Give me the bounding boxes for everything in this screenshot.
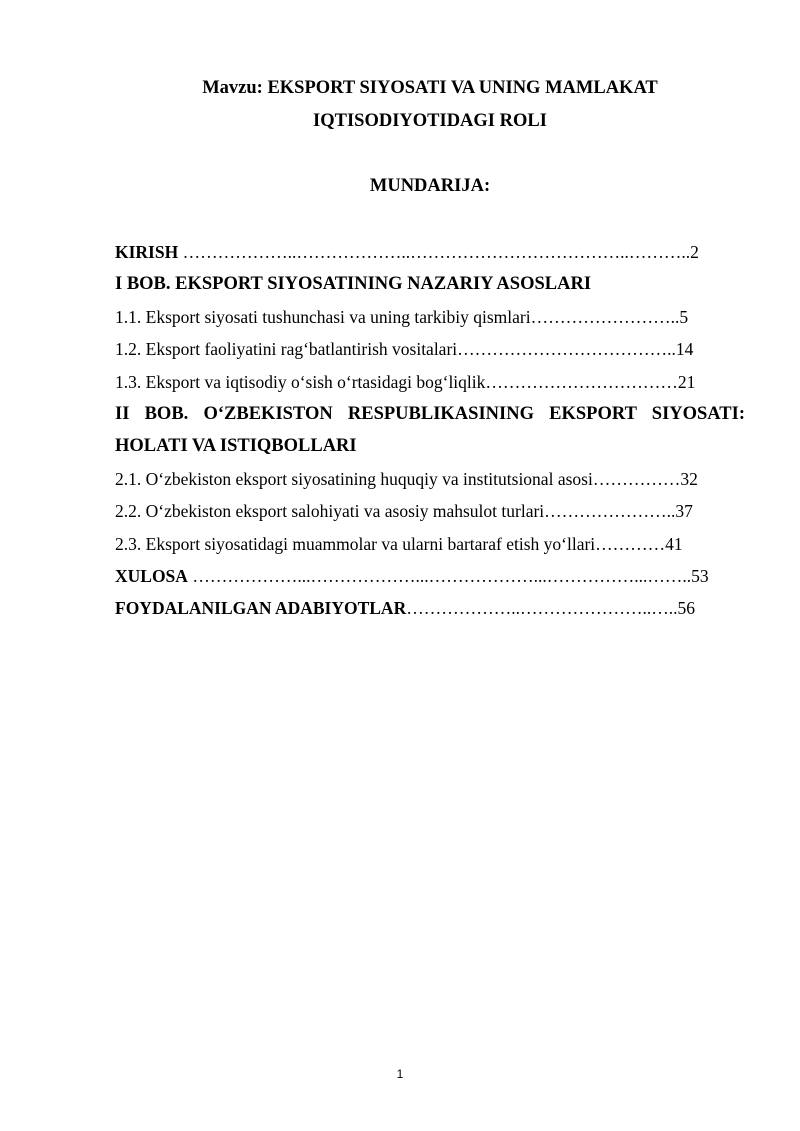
table-of-contents — [115, 236, 745, 625]
toc-entry-label: 1.3. Eksport va iqtisodiy o‘sish o‘rtasidagi bog‘liqlik — [115, 371, 486, 392]
toc-entry-dots: …………… — [592, 468, 681, 489]
toc-entry-dots: ………………...………………...………………...……………...…… — [187, 565, 683, 586]
toc-entry-page: ..56 — [668, 598, 695, 619]
toc-entry-label: KIRISH — [115, 242, 179, 262]
toc-entry-dots: ………… — [595, 533, 666, 554]
toc-entry-page: 21 — [677, 371, 696, 392]
toc-entry-page: 41 — [665, 533, 683, 554]
toc-entry-page: .2 — [685, 242, 699, 262]
document-title-line-2: IQTISODIYOTIDAGI ROLI — [313, 111, 547, 131]
toc-entry-page: 14 — [675, 339, 694, 360]
toc-entry-label: FOYDALANILGAN ADABIYOTLAR — [115, 598, 407, 619]
toc-entry-dots: …………………………… — [485, 371, 678, 392]
toc-entry-label: 1.2. Eksport faoliyatini rag‘batlantirish vositalari — [115, 339, 458, 360]
document-title-line-1: Mavzu: EKSPORT SIYOSATI VA UNING MAMLAKAT — [202, 78, 658, 98]
toc-entry-page: 37 — [675, 501, 693, 522]
toc-chapter-1: I BOB. EKSPORT SIYOSATINING NAZARIY ASOSLARI — [115, 274, 592, 295]
toc-entry-dots: …………………….. — [530, 306, 680, 327]
toc-entry-label: 1.1. Eksport siyosati tushunchasi va uning tarkibiy qismlari — [115, 306, 531, 327]
toc-entry-label: 2.2. O‘zbekiston eksport salohiyati va asosiy mahsulot turlari — [115, 501, 545, 522]
toc-chapter-2-line-2: HOLATI VA ISTIQBOLLARI — [115, 436, 357, 457]
contents-heading: MUNDARIJA: — [369, 176, 491, 196]
toc-chapter-2-line-1: II BOB. O‘ZBEKISTON RESPUBLIKASINING EKSPORT SIYOSATI: — [115, 403, 745, 424]
toc-entry-2-3 — [115, 528, 745, 560]
toc-entry-page: 5 — [679, 306, 689, 327]
toc-entry-dots: ………………..…………………..… — [406, 598, 669, 619]
toc-entry-label: 2.3. Eksport siyosatidagi muammolar va ularni bartaraf etish yo‘llari — [115, 533, 596, 554]
toc-entry-dots: ………………..………………..………………………………..………. — [178, 242, 686, 262]
toc-entry-label: 2.1. O‘zbekiston eksport siyosatining huquqiy va institutsional asosi — [115, 468, 593, 489]
toc-entry-1-2 — [115, 333, 745, 365]
toc-entry-xulosa — [115, 560, 745, 592]
toc-entry-kirish — [115, 236, 745, 268]
toc-entry-dots: ……………………………….. — [457, 339, 676, 360]
toc-entry-label: XULOSA — [115, 565, 188, 586]
toc-entry-1-3 — [115, 366, 745, 398]
toc-entry-2-1 — [115, 463, 745, 495]
toc-entry-adabiyotlar — [115, 592, 745, 624]
toc-entry-1-1 — [115, 301, 745, 333]
page-number: 1 — [396, 1067, 404, 1081]
toc-entry-page: 32 — [680, 468, 698, 489]
toc-entry-dots: ………………….. — [544, 501, 676, 522]
toc-entry-page: ..53 — [682, 565, 709, 586]
toc-entry-2-2 — [115, 495, 745, 527]
